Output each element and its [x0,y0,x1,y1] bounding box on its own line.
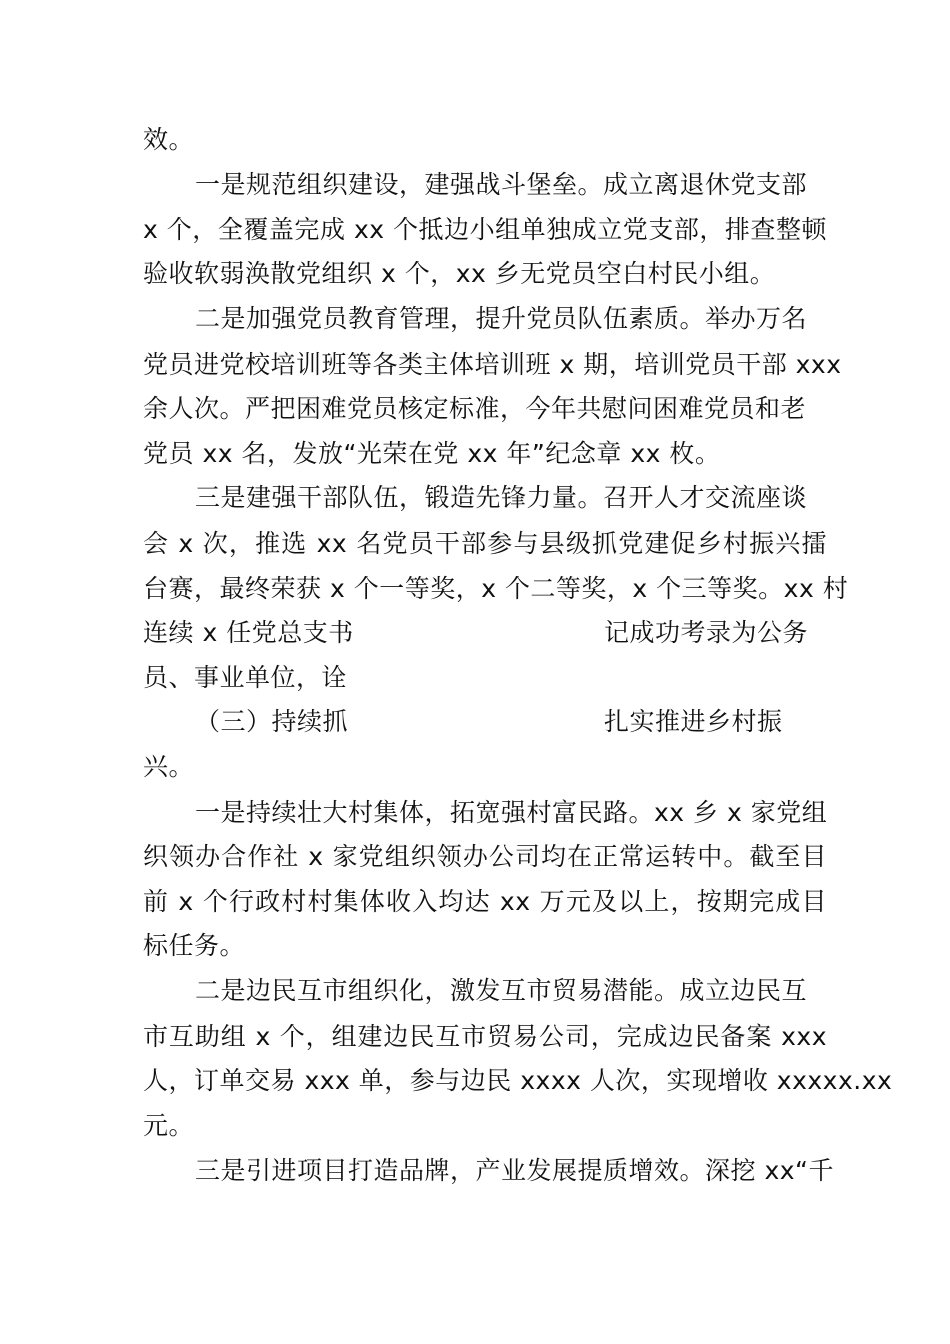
text-line: 党员 xx 名，发放“光荣在党 xx 年”纪念章 xx 枚。 [143,439,721,468]
text-line: 兴。 [143,752,195,781]
text-line: 元。 [143,1111,195,1140]
text-line: 验收软弱涣散党组织 x 个，xx 乡无党员空白村民小组。 [143,259,776,288]
paragraph-start-line: 一是规范组织建设，建强战斗堡垒。成立离退休党支部 [195,170,808,199]
paragraph-start-line: 三是建强干部队伍，锻造先锋力量。召开人才交流座谈 [195,483,808,512]
text-line: 党员进党校培训班等各类主体培训班 x 期，培训党员干部 xxx [143,350,842,379]
text-line: 效。 [143,125,195,154]
section-heading-right-text: 扎实推进乡村振 [604,707,783,736]
text-line: 市互助组 x 个，组建边民互市贸易公司，完成边民备案 xxx [143,1022,827,1051]
section-heading-line [195,699,827,744]
split-line-right-text: 记成功考录为公务 [604,618,809,647]
text-line: 员、事业单位，诠 [143,663,348,692]
text-line: 标任务。 [143,931,246,960]
paragraph-start-line: 二是边民互市组织化，激发互市贸易潜能。成立边民互 [195,976,808,1005]
text-line: 织领办合作社 x 家党组织领办公司均在正常运转中。截至目 [143,842,827,871]
text-line: 会 x 次，推选 xx 名党员干部参与县级抓党建促乡村振兴擂 [143,529,827,558]
split-line-left-text: 连续 x 任党总支书 [143,618,354,647]
section-heading-left-text: （三）持续抓 [195,707,349,736]
text-line: 余人次。严把困难党员核定标准，今年共慰问困难党员和老 [143,394,807,423]
text-line: x 个，全覆盖完成 xx 个抵边小组单独成立党支部，排查整顿 [143,215,827,244]
text-line: 前 x 个行政村村集体收入均达 xx 万元及以上，按期完成目 [143,887,827,916]
paragraph-start-line: 三是引进项目打造品牌，产业发展提质增效。深挖 xx“千 [195,1156,834,1185]
text-line: 台赛，最终荣获 x 个一等奖，x 个二等奖，x 个三等奖。xx 村 [143,574,849,603]
paragraph-start-line: 二是加强党员教育管理，提升党员队伍素质。举办万名 [195,304,808,333]
paragraph-start-line: 一是持续壮大村集体，拓宽强村富民路。xx 乡 x 家党组 [195,798,828,827]
split-text-line [143,610,827,655]
text-line: 人，订单交易 xxx 单，参与边民 xxxx 人次，实现增收 xxxxx.xx [143,1066,893,1095]
